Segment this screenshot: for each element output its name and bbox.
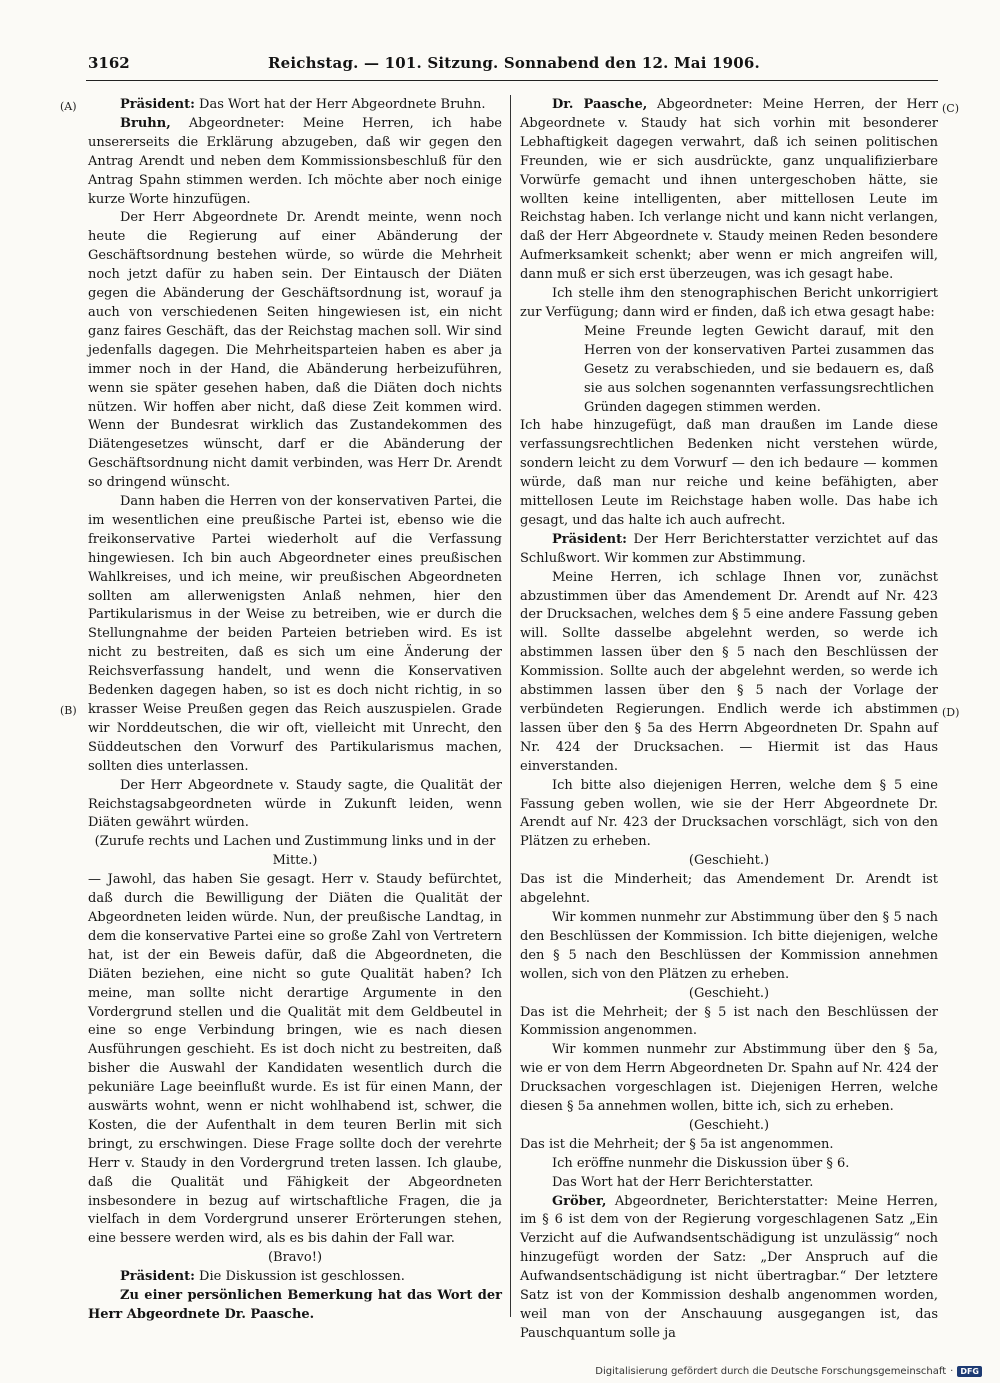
paragraph <box>520 1041 938 1117</box>
speaker-name: Präsident: <box>552 531 627 547</box>
paragraph-text: Der Herr Abgeordnete v. Staudy sagte, die Qualität der Reichstagsabgeordneten würde in Zukunft leiden, wenn Diäten gewährt würden. <box>88 777 502 831</box>
margin-mark-d: (D) <box>942 706 960 719</box>
paragraph-text: Das ist die Mehrheit; der § 5a ist angenommen. <box>520 1136 834 1152</box>
paragraph-text: Meine Freunde legten Gewicht darauf, mit den Herren von der konservativen Partei zusammen das Gesetz zu verabschieden, und sie bedauern es, daß sie aus solchen sogenannten verfassungsrechtlichen Gründen dagegen stimmen werden. <box>584 323 934 415</box>
paragraph <box>88 833 502 871</box>
paragraph-text: Der Herr Abgeordnete Dr. Arendt meinte, wenn noch heute die Regierung auf einer Abänderung der Geschäftsordnung bestehen würde, so würde die Mehrheit noch jetzt dafür zu haben sein. Der Eintausch der Diäten gegen die Abänderung der Geschäftsordnung ist, worauf ja auch von verschiedenen Seiten hingewiesen ist, ein nicht ganz faires Geschäft, das der Reichstag machen soll. Wir sind jedenfalls dagegen. Die Mehrheitsparteien haben es aber ja immer noch in der Hand, die Abänderung herbeizuführen, wenn sie später gesehen haben, daß die Diäten doch nichts nützen. Wir hoffen aber nicht, daß diese Zeit kommen wird. Wenn der Bundesrat wirklich das Zustandekommen des Diätengesetzes wünscht, darf er die Abänderung der Geschäftsordnung nicht damit verbinden, was Herr Dr. Arendt so dringend wünscht. <box>88 210 502 491</box>
paragraph-text: Ich stelle ihm den stenographischen Bericht unkorrigiert zur Verfügung; dann wird er finden, daß ich etwa gesagt habe: <box>520 286 938 320</box>
paragraph <box>520 777 938 853</box>
paragraph <box>520 985 938 1004</box>
speaker-name: Präsident: <box>120 1269 195 1285</box>
paragraph-text: Wir kommen nunmehr zur Abstimmung über den § 5 nach den Beschlüssen der Kommission. Ich bitte diejenigen, welche den § 5 nach den Beschlüssen der Kommission annehmen wollen, sich von den Plätzen zu erheben. <box>520 909 938 982</box>
paragraph-text: Das Wort hat der Herr Berichterstatter. <box>552 1174 814 1190</box>
margin-mark-b: (B) <box>60 704 77 717</box>
right-column <box>520 96 938 1344</box>
paragraph-text: Das Wort hat der Herr Abgeordnete Bruhn. <box>194 97 486 112</box>
left-column <box>88 96 502 1325</box>
footer <box>595 1363 982 1379</box>
paragraph <box>520 569 938 777</box>
page-number: 3162 <box>88 54 130 72</box>
paragraph <box>520 1193 938 1344</box>
paragraph <box>88 96 502 115</box>
dfg-logo: DFG <box>957 1366 982 1377</box>
paragraph-text: Abgeordneter: Meine Herren, ich habe unsererseits die Erklärung abzugeben, daß wir gegen den Antrag Arendt und neben dem Kommissionsbeschluß für den Antrag Spahn stimmen werden. Ich möchte aber noch einige kurze Worte hinzufügen. <box>88 115 502 207</box>
paragraph <box>520 1155 938 1174</box>
paragraph <box>520 323 938 418</box>
paragraph-text: Ich eröffne nunmehr die Diskussion über § 6. <box>552 1155 850 1171</box>
paragraph <box>520 871 938 909</box>
paragraph <box>88 777 502 834</box>
paragraph-text: Ich habe hinzugefügt, daß man draußen im Lande diese verfassungsrechtlichen Bedenken nicht verstehen würde, sondern leicht zu dem Vorwurf — den ich bedaure — kommen würde, daß man nur reiche und keine befähigten, aber mittellosen Leute im Reichstage haben wolle. Das habe ich gesagt, und das halte ich auch aufrecht. <box>520 418 938 528</box>
paragraph-text: Zu einer persönlichen Bemerkung hat das Wort der Herr Abgeordnete Dr. Paasche. <box>88 1288 502 1322</box>
paragraph-text: (Geschieht.) <box>688 1117 770 1133</box>
paragraph-text: Meine Herren, ich schlage Ihnen vor, zunächst abzustimmen über das Amendement Dr. Arendt auf Nr. 423 der Drucksachen, welches dem § 5 eine andere Fassung geben will. Sollte dasselbe abgelehnt werden, so werde ich abstimmen lassen über den § 5 nach den Beschlüssen der Kommission. Sollte auch der abgelehnt werden, so werde ich abstimmen lassen über den § 5 nach der Vorlage der verbündeten Regierungen. Endlich werde ich abstimmen lassen über den § 5a des Herrn Abgeordneten Dr. Spahn auf Nr. 424 der Drucksachen. — Hiermit ist das Haus einverstanden. <box>520 569 938 774</box>
paragraph-text: Abgeordneter, Berichterstatter: Meine Herren, im § 6 ist dem von der Regierung vorgeschlagenen Satz „Ein Verzicht auf die Aufwandsentschädigung ist unzulässig“ noch hinzugefügt worden der Satz: „Der Anspruch auf die Aufwandsentschädigung ist nicht übertragbar.“ Der letztere Satz ist von der Kommission deshalb angenommen worden, weil man von der Anschauung ausgegangen ist, das Pauschquantum solle ja <box>520 1193 938 1341</box>
paragraph <box>520 1136 938 1155</box>
paragraph <box>88 871 502 1249</box>
paragraph <box>88 209 502 493</box>
paragraph-text: Wir kommen nunmehr zur Abstimmung über den § 5a, wie er von dem Herrn Abgeordneten Dr. Spahn auf Nr. 424 der Drucksachen vorgeschlagen ist. Diejenigen Herren, welche diesen § 5a annehmen wollen, bitte ich, sich zu erheben. <box>520 1042 938 1115</box>
paragraph <box>88 1249 502 1268</box>
speaker-name: Präsident: <box>120 97 195 112</box>
paragraph <box>88 115 502 210</box>
speaker-name: Bruhn, <box>120 115 171 131</box>
paragraph-text: Abgeordneter: Meine Herren, der Herr Abgeordnete v. Staudy hat sich vorhin mit besonderer Lebhaftigkeit dagegen verwahrt, daß ich seinen politischen Freunden, wie er sich ausdrückte, ganz unqualifizierbare Vorwürfe gemacht und ihnen untergeschoben hätte, sie wollten keine intelligenten, aber mittellosen Leute im Reichstag haben. Ich verlange nicht und kann nicht verlangen, daß der Herr Abgeordnete v. Staudy meinen Reden besondere Aufmerksamkeit schenkt; aber wenn er mich angreifen will, dann muß er sich erst überzeugen, was ich gesagt habe. <box>520 97 938 283</box>
paragraph-text: Die Diskussion ist geschlossen. <box>194 1269 405 1285</box>
speaker-name: Dr. Paasche, <box>552 97 648 112</box>
paragraph <box>520 852 938 871</box>
page-header <box>88 54 936 78</box>
paragraph <box>88 1268 502 1287</box>
paragraph-text: Dann haben die Herren von der konservativen Partei, die im wesentlichen eine preußische Partei ist, ebenso wie die freikonservative Partei wiederholt auf die Verfassung hingewiesen. Ich bin auch Abgeordneter eines preußischen Wahlkreises, und ich meine, wir preußischen Abgeordneten sollten am allerwenigsten Anlaß nehmen, hier den Partikularismus in der Weise zu betreiben, wie er durch die Stellungnahme der beiden Parteien betrieben wird. Es ist nicht zu bestreiten, daß es sich um eine Änderung der Reichsverfassung handelt, und wenn die Konservativen Bedenken dagegen haben, so ist es doch nicht richtig, in so krasser Weise Preußen gegen das Reich auszuspielen. Grade wir Norddeutschen, die wir oft, vielleicht mit Unrecht, den Süddeutschen den Vorwurf des Partikularismus machen, sollten dies unterlassen. <box>88 494 502 774</box>
paragraph <box>520 285 938 323</box>
dot-separator: · <box>950 1365 954 1377</box>
paragraph <box>520 96 938 285</box>
paragraph-text: (Geschieht.) <box>688 985 770 1001</box>
paragraph <box>520 531 938 569</box>
paragraph-text: Der Herr Berichterstatter verzichtet auf das Schlußwort. Wir kommen zur Abstimmung. <box>520 531 938 566</box>
paragraph <box>520 1174 938 1193</box>
paragraph-text: — Jawohl, das haben Sie gesagt. Herr v. Staudy befürchtet, daß durch die Bewilligung der Diäten die Qualität der Abgeordneten leiden würde. Nun, der preußische Landtag, in dem die konservative Partei eine so große Zahl von Vertretern hat, ist der ein Beweis dafür, daß die Abgeordneten, die Diäten beziehen, eine nicht so gute Qualität haben? Ich meine, man sollte nicht derartige Argumente in den Vordergrund stellen und die Qualität mit dem Geldbeutel in eine so enge Verbindung bringen, wie es nach diesen Ausführungen geschieht. Es ist doch nicht zu bestreiten, daß bisher die Auswahl der Kandidaten wesentlich durch die pekuniäre Lage beeinflußt wurde. Es ist für einen Mann, der auswärts wohnt, wenn er nicht wohlhabend ist, schwer, die Kosten, die der Aufenthalt in dem teuren Berlin mit sich bringt, zu erschwingen. Diese Frage sollte doch der verehrte Herr v. Staudy in den Vordergrund treten lassen. Ich glaube, daß die Qualität und Fähigkeit der Abgeordneten insbesondere in bezug auf wirtschaftliche Fragen, die ja vielfach in dem Vordergrund unserer Erörterungen stehen, eine bessere werden wird, als es bis dahin der Fall war. <box>88 872 502 1247</box>
column-divider <box>510 95 511 1317</box>
paragraph-text: Das ist die Minderheit; das Amendement Dr. Arendt ist abgelehnt. <box>520 872 938 907</box>
footer-text: Digitalisierung gefördert durch die Deutsche Forschungsgemeinschaft <box>595 1365 947 1377</box>
running-title: Reichstag. — 101. Sitzung. Sonnabend den 12. Mai 1906. <box>268 54 760 72</box>
paragraph-text: Ich bitte also diejenigen Herren, welche dem § 5 eine Fassung geben wollen, wie sie der Herr Abgeordnete Dr. Arendt auf Nr. 423 der Drucksachen vorschlägt, sich von den Plätzen zu erheben. <box>520 777 938 850</box>
paragraph-text: Das ist die Mehrheit; der § 5 ist nach den Beschlüssen der Kommission angenommen. <box>520 1004 938 1039</box>
paragraph <box>520 1117 938 1136</box>
paragraph <box>88 493 502 777</box>
paragraph-text: (Zurufe rechts und Lachen und Zustimmung links und in der Mitte.) <box>94 834 496 869</box>
paragraph <box>520 909 938 985</box>
speaker-name: Gröber, <box>552 1193 607 1209</box>
paragraph <box>520 1004 938 1042</box>
header-rule <box>86 80 938 81</box>
paragraph <box>88 1287 502 1325</box>
margin-mark-c: (C) <box>942 102 959 115</box>
paragraph-text: (Geschieht.) <box>688 853 770 869</box>
paragraph <box>520 417 938 530</box>
paragraph-text: (Bravo!) <box>267 1250 323 1266</box>
margin-mark-a: (A) <box>60 100 77 113</box>
